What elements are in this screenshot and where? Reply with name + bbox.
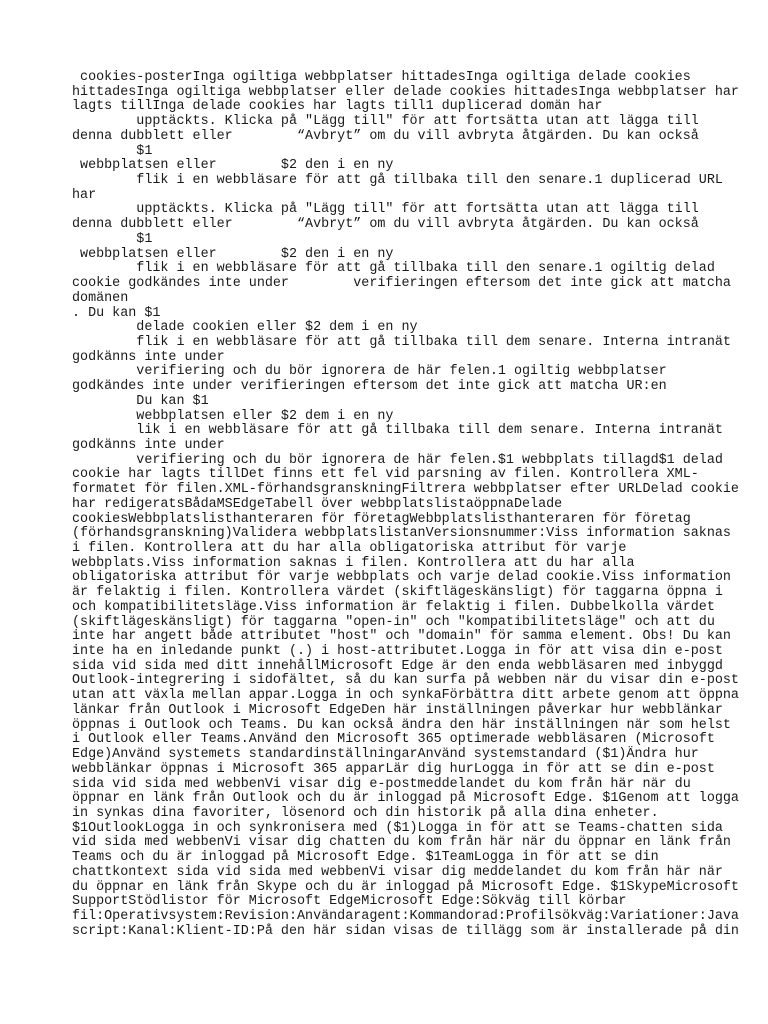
text-line: har [72,187,97,203]
text-line: Outlook-integrering i sidofältet, så du kan surfa på webben när du visar din e-post [72,673,739,689]
text-line: cookies-posterInga ogiltiga webbplatser hittadesInga ogiltiga delade cookies [72,70,691,85]
text-line: du öppnar en länk från Skype och du är inloggad på Microsoft Edge. $1SkypeMicrosoft [72,879,739,895]
text-line: (förhandsgranskning)Validera webbplatslistanVersionsnummer:Viss information saknas [72,526,731,542]
text-line: delade cookien eller $2 dem i en ny [72,320,418,336]
text-line: script:Kanal:Klient-ID:På den här sidan visas de tillägg som är installerade på din [72,923,739,939]
text-line: verifiering och du bör ignorera de här felen.1 ogiltig webbplatser [72,364,667,380]
text-line: $1 [72,231,153,247]
text-line: $1OutlookLogga in och synkronisera med ($1)Logga in för att se Teams-chatten sida [72,820,723,836]
text-line: hittadesInga ogiltiga webbplatser eller delade cookies hittadesInga webbplatser har [72,84,739,100]
text-line: i filen. Kontrollera att du har alla obligatoriska attribut för varje [72,541,627,556]
text-line: flik i en webbläsare för att gå tillbaka till den senare.1 duplicerad URL [72,173,723,189]
text-line: cookiesWebbplatslisthanteraren för företagWebbplatslisthanteraren för företag [72,511,691,527]
text-line: SupportStödlistor för Microsoft EdgeMicrosoft Edge:Sökväg till körbar [72,894,627,910]
text-line: sida vid sida med webbenVi visar dig e-postmeddelandet du kom från här när du [72,776,691,792]
text-line: in synkas dina favoriter, lösenord och din historik på alla dina enheter. [72,805,659,821]
text-line: sida vid sida med ditt innehållMicrosoft Edge är den enda webbläsaren med inbyggd [72,658,723,674]
text-line: godkänns inte under [72,349,225,365]
text-line: och kompatibilitetsläge.Viss information är felaktig i filen. Dubbelkolla värdet [72,599,715,615]
text-line: inte har angett både attributet "host" och "domain" för samma element. Obs! Du kan [72,629,731,645]
text-line: (skiftlägeskänsligt) för taggarna "open-in" och "kompatibilitetsläge" och att du [72,614,715,630]
text-line: webbplatsen eller $2 dem i en ny [72,408,394,424]
text-line: obligatoriska attribut för varje webbplats och varje delad cookie.Viss information [72,570,731,586]
text-line: Teams och du är inloggad på Microsoft Edge. $1TeamLogga in för att se din [72,850,659,866]
text-line: cookie godkändes inte under verifieringen eftersom det inte gick att matcha [72,276,731,292]
text-line: fil:Operativsystem:Revision:Användaragent:Kommandorad:Profilsökväg:Variationer:Java [72,908,739,924]
text-line: $1 [72,143,153,159]
text-line: öppnar en länk från Outlook och du är inloggad på Microsoft Edge. $1Genom att logga [72,791,739,807]
text-line: webblänkar öppnas i Microsoft 365 apparLär dig hurLogga in för att se din e-post [72,761,715,777]
text-line: lagts tillInga delade cookies har lagts till1 duplicerad domän har [72,99,603,115]
text-line: länkar från Outlook i Microsoft EdgeDen här inställningen påverkar hur webblänkar [72,702,723,718]
text-line: lik i en webbläsare för att gå tillbaka till dem senare. Interna intranät [72,423,723,439]
text-line: flik i en webbläsare för att gå tillbaka till dem senare. Interna intranät [72,334,731,350]
text-line: inte ha en inledande punkt (.) i host-attributet.Logga in för att visa din e-post [72,644,723,660]
text-line: godkändes inte under verifieringen eftersom det inte gick att matcha UR:en [72,379,667,395]
text-line: är felaktig i filen. Kontrollera värdet (skiftlägeskänsligt) för taggarna öppna i [72,585,723,601]
text-line: utan att växla mellan appar.Logga in och synkaFörbättra ditt arbete genom att öppna [72,688,739,704]
text-line: . Du kan $1 [72,305,161,321]
text-line: verifiering och du bör ignorera de här felen.$1 webbplats tillagd$1 delad [72,452,723,468]
text-line: webbplatsen eller $2 den i en ny [72,158,394,174]
text-line: godkänns inte under [72,437,225,453]
document-body [72,70,739,939]
text-line: formatet för filen.XML-förhandsgranskningFiltrera webbplatser efter URLDelad cookie [72,482,739,498]
text-line: vid sida med webbenVi visar dig chatten du kom från här när du öppnar en länk från [72,835,731,851]
text-line: har redigeratsBådaMSEdgeTabell över webbplatslistaöppnaDelade [72,496,563,512]
text-line: i Outlook eller Teams.Använd den Microsoft 365 optimerade webbläsaren (Microsoft [72,732,715,748]
text-line: denna dubblett eller “Avbryt” om du vill avbryta åtgärden. Du kan också [72,128,699,144]
text-line: öppnas i Outlook och Teams. Du kan också ändra den här inställningen när som helst [72,717,731,733]
text-line: upptäckts. Klicka på "Lägg till" för att fortsätta utan att lägga till [72,202,699,218]
text-line: domänen [72,290,129,306]
text-line: webbplatsen eller $2 den i en ny [72,246,394,262]
text-line: denna dubblett eller “Avbryt” om du vill avbryta åtgärden. Du kan också [72,217,699,233]
text-line: chattkontext sida vid sida med webbenVi visar dig meddelandet du kom från här när [72,864,723,880]
text-line: Edge)Använd systemets standardinställningarAnvänd systemstandard ($1)Ändra hur [72,747,699,763]
text-line: upptäckts. Klicka på "Lägg till" för att fortsätta utan att lägga till [72,114,699,130]
text-line: cookie har lagts tillDet finns ett fel vid parsning av filen. Kontrollera XML- [72,467,699,483]
text-line: Du kan $1 [72,393,209,409]
text-line: flik i en webbläsare för att gå tillbaka till den senare.1 ogiltig delad [72,261,715,277]
text-line: webbplats.Viss information saknas i filen. Kontrollera att du har alla [72,555,635,571]
